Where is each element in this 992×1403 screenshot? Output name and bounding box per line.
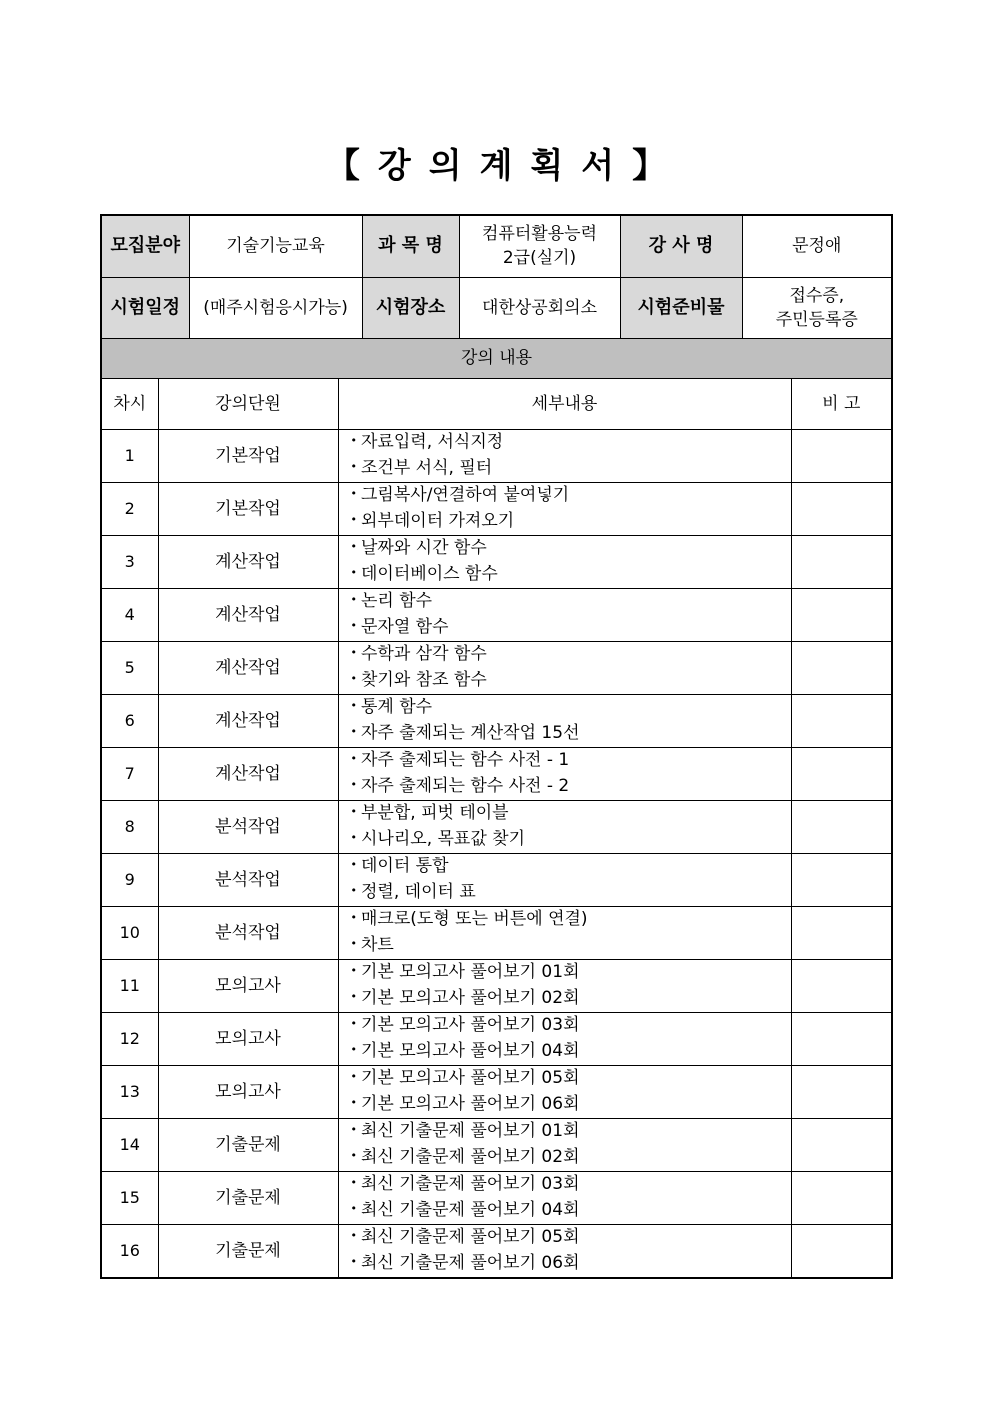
- table-row: [101, 959, 892, 1012]
- session-number: 6: [101, 694, 158, 747]
- detail-item: • 조건부 서식, 필터: [351, 456, 791, 482]
- session-number: 7: [101, 747, 158, 800]
- detail-item: • 외부데이터 가져오기: [351, 509, 791, 535]
- detail-cell: [338, 1065, 791, 1118]
- unit-cell: 계산작업: [158, 694, 338, 747]
- section-title: 강의 내용: [101, 338, 892, 378]
- table-row: [101, 747, 892, 800]
- detail-item: • 기본 모의고사 풀어보기 05회: [351, 1066, 791, 1092]
- column-header-detail: 세부내용: [338, 378, 791, 429]
- label-exam-supplies: 시험준비물: [620, 277, 742, 338]
- detail-item: • 찾기와 참조 함수: [351, 668, 791, 694]
- table-row: [101, 482, 892, 535]
- table-row: [101, 1118, 892, 1171]
- note-cell: [791, 588, 892, 641]
- value-instructor: 문정애: [742, 215, 892, 277]
- detail-cell: [338, 694, 791, 747]
- note-cell: [791, 694, 892, 747]
- note-cell: [791, 747, 892, 800]
- note-cell: [791, 906, 892, 959]
- column-header-note: 비 고: [791, 378, 892, 429]
- detail-cell: [338, 429, 791, 482]
- unit-cell: 모의고사: [158, 959, 338, 1012]
- unit-cell: 계산작업: [158, 588, 338, 641]
- value-subject: [459, 215, 620, 277]
- unit-cell: 기출문제: [158, 1118, 338, 1171]
- title-char: 서: [581, 146, 615, 186]
- table-row: [101, 906, 892, 959]
- detail-item: • 최신 기출문제 풀어보기 03회: [351, 1172, 791, 1198]
- session-number: 8: [101, 800, 158, 853]
- detail-item: • 자주 출제되는 함수 사전 - 1: [351, 748, 791, 774]
- session-number: 1: [101, 429, 158, 482]
- detail-cell: [338, 1012, 791, 1065]
- detail-item: • 그림복사/연결하여 붙여넣기: [351, 483, 791, 509]
- unit-cell: 기본작업: [158, 482, 338, 535]
- session-number: 3: [101, 535, 158, 588]
- session-number: 10: [101, 906, 158, 959]
- detail-item: • 데이터베이스 함수: [351, 562, 791, 588]
- title-bracket-close: 】: [632, 146, 667, 186]
- supplies-line: 주민등록증: [775, 309, 858, 330]
- session-number: 9: [101, 853, 158, 906]
- session-number: 14: [101, 1118, 158, 1171]
- table-row: [101, 853, 892, 906]
- table-row: [101, 429, 892, 482]
- detail-item: • 기본 모의고사 풀어보기 03회: [351, 1013, 791, 1039]
- detail-item: • 데이터 통합: [351, 854, 791, 880]
- subject-line: 2급(실기): [502, 248, 577, 269]
- note-cell: [791, 959, 892, 1012]
- title-char: 강: [377, 146, 411, 186]
- table-row: [101, 800, 892, 853]
- detail-item: • 최신 기출문제 풀어보기 01회: [351, 1119, 791, 1145]
- detail-item: • 자료입력, 서식지정: [351, 430, 791, 456]
- label-exam-schedule: 시험일정: [101, 277, 189, 338]
- detail-cell: [338, 800, 791, 853]
- detail-cell: [338, 641, 791, 694]
- unit-cell: 기출문제: [158, 1171, 338, 1224]
- unit-cell: 기본작업: [158, 429, 338, 482]
- value-field: 기술기능교육: [189, 215, 362, 277]
- value-exam-schedule: (매주시험응시가능): [189, 277, 362, 338]
- detail-item: • 기본 모의고사 풀어보기 01회: [351, 960, 791, 986]
- note-cell: [791, 1224, 892, 1278]
- detail-item: • 차트: [351, 933, 791, 959]
- session-number: 16: [101, 1224, 158, 1278]
- detail-cell: [338, 588, 791, 641]
- title-char: 획: [530, 146, 564, 186]
- detail-item: • 자주 출제되는 함수 사전 - 2: [351, 774, 791, 800]
- page-title: [0, 138, 992, 187]
- unit-cell: 계산작업: [158, 535, 338, 588]
- value-exam-place: 대한상공회의소: [459, 277, 620, 338]
- detail-cell: [338, 1118, 791, 1171]
- label-field: 모집분야: [101, 215, 189, 277]
- table-row: [101, 694, 892, 747]
- table-row: [101, 1012, 892, 1065]
- detail-item: • 기본 모의고사 풀어보기 06회: [351, 1092, 791, 1118]
- detail-item: • 기본 모의고사 풀어보기 02회: [351, 986, 791, 1012]
- unit-cell: 분석작업: [158, 906, 338, 959]
- table-row: [101, 1065, 892, 1118]
- detail-cell: [338, 1171, 791, 1224]
- note-cell: [791, 853, 892, 906]
- table-row: [101, 588, 892, 641]
- detail-item: • 부분합, 피벗 테이블: [351, 801, 791, 827]
- unit-cell: 모의고사: [158, 1065, 338, 1118]
- session-number: 4: [101, 588, 158, 641]
- detail-cell: [338, 482, 791, 535]
- session-number: 13: [101, 1065, 158, 1118]
- unit-cell: 모의고사: [158, 1012, 338, 1065]
- detail-cell: [338, 1224, 791, 1278]
- detail-item: • 날짜와 시간 함수: [351, 536, 791, 562]
- detail-cell: [338, 535, 791, 588]
- detail-item: • 매크로(도형 또는 버튼에 연결): [351, 907, 791, 933]
- detail-item: • 통계 함수: [351, 695, 791, 721]
- detail-item: • 정렬, 데이터 표: [351, 880, 791, 906]
- note-cell: [791, 535, 892, 588]
- note-cell: [791, 641, 892, 694]
- detail-cell: [338, 906, 791, 959]
- note-cell: [791, 1171, 892, 1224]
- note-cell: [791, 482, 892, 535]
- session-number: 12: [101, 1012, 158, 1065]
- note-cell: [791, 1118, 892, 1171]
- session-number: 11: [101, 959, 158, 1012]
- note-cell: [791, 800, 892, 853]
- detail-item: • 문자열 함수: [351, 615, 791, 641]
- table-row: [101, 1171, 892, 1224]
- note-cell: [791, 429, 892, 482]
- detail-item: • 최신 기출문제 풀어보기 04회: [351, 1198, 791, 1224]
- detail-item: • 최신 기출문제 풀어보기 02회: [351, 1145, 791, 1171]
- unit-cell: 분석작업: [158, 800, 338, 853]
- column-header-unit: 강의단원: [158, 378, 338, 429]
- column-header-session: 차시: [101, 378, 158, 429]
- detail-item: • 최신 기출문제 풀어보기 06회: [351, 1251, 791, 1277]
- unit-cell: 기출문제: [158, 1224, 338, 1278]
- label-subject: 과 목 명: [362, 215, 459, 277]
- detail-item: • 수학과 삼각 함수: [351, 642, 791, 668]
- title-char: 의: [428, 146, 462, 186]
- detail-cell: [338, 959, 791, 1012]
- session-number: 5: [101, 641, 158, 694]
- detail-item: • 최신 기출문제 풀어보기 05회: [351, 1225, 791, 1251]
- session-number: 2: [101, 482, 158, 535]
- table-row: [101, 535, 892, 588]
- detail-item: • 논리 함수: [351, 589, 791, 615]
- unit-cell: 분석작업: [158, 853, 338, 906]
- detail-item: • 자주 출제되는 계산작업 15선: [351, 721, 791, 747]
- session-number: 15: [101, 1171, 158, 1224]
- note-cell: [791, 1065, 892, 1118]
- unit-cell: 계산작업: [158, 747, 338, 800]
- table-row: [101, 1224, 892, 1278]
- table-row: [101, 641, 892, 694]
- title-bracket-open: 【: [325, 146, 360, 186]
- unit-cell: 계산작업: [158, 641, 338, 694]
- detail-cell: [338, 853, 791, 906]
- lecture-plan-table: [100, 214, 893, 1279]
- supplies-line: 접수증,: [789, 285, 845, 306]
- detail-cell: [338, 747, 791, 800]
- detail-item: • 기본 모의고사 풀어보기 04회: [351, 1039, 791, 1065]
- subject-line: 컴퓨터활용능력: [482, 224, 597, 245]
- title-char: 계: [479, 146, 513, 186]
- label-exam-place: 시험장소: [362, 277, 459, 338]
- label-instructor: 강 사 명: [620, 215, 742, 277]
- note-cell: [791, 1012, 892, 1065]
- value-exam-supplies: [742, 277, 892, 338]
- detail-item: • 시나리오, 목표값 찾기: [351, 827, 791, 853]
